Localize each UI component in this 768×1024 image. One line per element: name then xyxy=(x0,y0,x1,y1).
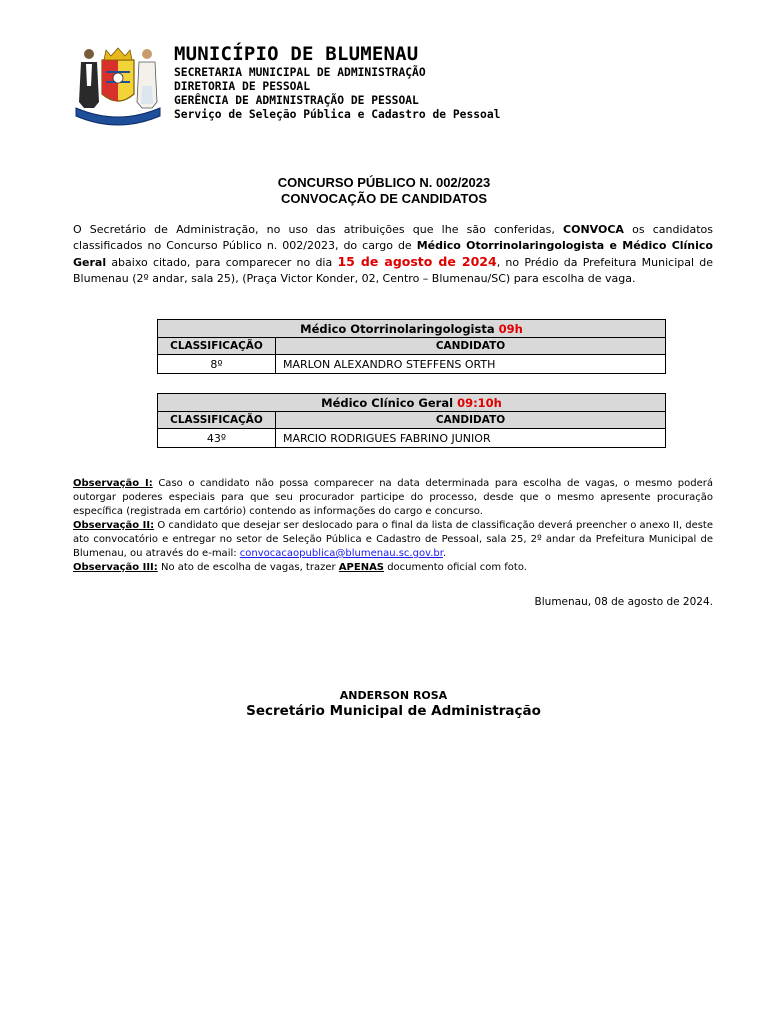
convocation-heading: CONVOCAÇÃO DE CANDIDATOS xyxy=(280,191,488,206)
municipal-coat-of-arms-icon xyxy=(72,42,164,128)
table-time: 09h xyxy=(498,321,523,336)
para-text-4: , no Prédio da Prefeitura Municipal de Blumenau (2º andar, sala 25), (Praça Victor Konder, 02, Centro – Blumenau/SC) para escolha de vaga. xyxy=(73,256,714,285)
observations xyxy=(73,477,713,575)
para-text-3: abaixo citado, para comparecer no dia xyxy=(106,256,338,269)
col-candidate: CANDIDATO xyxy=(276,338,666,355)
rank-cell: 8º xyxy=(158,355,276,374)
observation-3-bold: APENAS xyxy=(338,562,385,573)
observation-3 xyxy=(73,561,713,575)
observation-3-label: Observação III: xyxy=(73,562,158,573)
letterhead xyxy=(72,42,712,132)
convocation-paragraph xyxy=(73,222,713,287)
signatory-role: Secretário Municipal de Administração xyxy=(246,703,541,719)
observation-2-end: . xyxy=(442,548,447,559)
secretariat-line: SECRETARIA MUNICIPAL DE ADMINISTRAÇÃO xyxy=(174,66,426,79)
col-classification: CLASSIFICAÇÃO xyxy=(158,412,276,429)
signatory-name: ANDERSON ROSA xyxy=(339,689,448,702)
rank-cell: 43º xyxy=(158,429,276,448)
observation-3-text-b: documento oficial com foto. xyxy=(384,562,527,573)
para-date: 15 de agosto de 2024 xyxy=(337,254,497,269)
management-line: GERÊNCIA DE ADMINISTRAÇÃO DE PESSOAL xyxy=(174,94,419,107)
observation-2-label: Observação II: xyxy=(73,520,155,531)
table-caption xyxy=(158,320,666,338)
table-time: 09:10h xyxy=(457,395,502,410)
para-text-2: os candidatos classificados no Concurso Público n. 002/2023, do cargo de xyxy=(73,223,714,252)
table-caption xyxy=(158,394,666,412)
candidate-name-cell: MARCIO RODRIGUES FABRINO JUNIOR xyxy=(276,429,666,448)
para-text-1: O Secretário de Administração, no uso das atribuições que lhe são conferidas, xyxy=(73,223,564,236)
observation-2 xyxy=(73,519,713,561)
observation-1 xyxy=(73,477,713,519)
observation-1-text: Caso o candidato não possa comparecer na data determinada para escolha de vagas, o mesmo poderá outorgar poderes especiais para que seu procurador participe do processo, desde que o mesmo apresente procuração específica (registrada em cartório) contendo as informações do cargo e concurso. xyxy=(73,478,713,517)
contest-number: CONCURSO PÚBLICO N. 002/2023 xyxy=(277,175,491,190)
observation-2-text: O candidato que desejar ser deslocado para o final da lista de classificação deverá preencher o anexo II, deste ato convocatório e entregar no setor de Seleção Pública e Cadastro de Pessoal, sala 25, 2º andar da Prefeitura Municipal de Blumenau, ou através do e-mail: xyxy=(73,520,714,559)
email-link[interactable]: convocacaopublica@blumenau.sc.gov.br xyxy=(239,548,443,559)
candidate-table-clinico xyxy=(157,393,666,448)
observation-1-label: Observação I: xyxy=(73,478,153,489)
municipality-title: MUNICÍPIO DE BLUMENAU xyxy=(174,43,419,65)
table-row xyxy=(158,355,666,374)
observation-3-text-a: No ato de escolha de vagas, trazer xyxy=(157,562,339,573)
col-classification: CLASSIFICAÇÃO xyxy=(158,338,276,355)
directorate-line: DIRETORIA DE PESSOAL xyxy=(174,80,311,93)
candidate-name-cell: MARLON ALEXANDRO STEFFENS ORTH xyxy=(276,355,666,374)
table-row xyxy=(158,429,666,448)
document-title xyxy=(0,175,768,207)
para-convoca: CONVOCA xyxy=(563,223,624,236)
table-role: Médico Otorrinolaringologista xyxy=(300,321,495,336)
para-positions: Médico Otorrinolaringologista e Médico Clínico Geral xyxy=(73,239,713,269)
service-line: Serviço de Seleção Pública e Cadastro de Pessoal xyxy=(174,108,501,121)
candidate-table-otorrino xyxy=(157,319,666,374)
table-role: Médico Clínico Geral xyxy=(321,395,454,410)
col-candidate: CANDIDATO xyxy=(276,412,666,429)
document-date: Blumenau, 08 de agosto de 2024. xyxy=(534,596,713,608)
